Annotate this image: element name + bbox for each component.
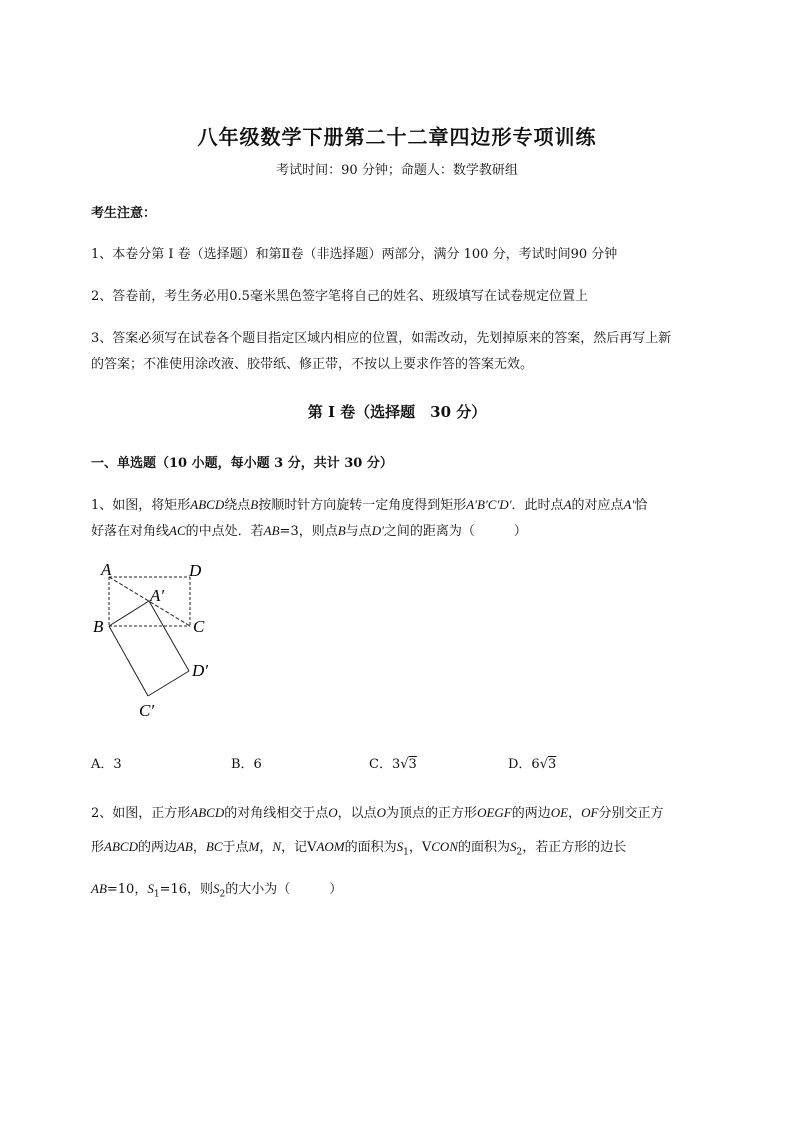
question-1-line-2: 好落在对角线AC的中点处．若AB=3，则点B与点D′之间的距离为（ ）: [91, 523, 527, 539]
notice-heading: 考生注意：: [91, 206, 157, 221]
segment-D1C1: [148, 671, 189, 696]
page-title: 八年级数学下册第二十二章四边形专项训练: [197, 125, 597, 149]
choice-c[interactable]: C．3√3: [369, 757, 417, 772]
question-2-line-2: 形ABCD的两边AB，BC于点M，N，记VAOM的面积为$S_1$，VCON的面积为$S_2$，若正方形的边长: [91, 839, 627, 858]
part-title: 一、单选题（10 小题，每小题 3 分，共计 30 分）: [91, 456, 393, 471]
choice-a[interactable]: A．3: [91, 757, 122, 772]
segment-C1B: [109, 626, 148, 696]
label-C-prime: C′: [139, 701, 155, 720]
question-1-line-1: 1、如图，将矩形ABCD绕点B按顺时针方向旋转一定角度得到矩形A′B′C′D′．此时点A的对应点A′恰: [91, 497, 648, 513]
question-2-line-3: AB=10，$S_1=16$，则$S_2$的大小为（ ）: [91, 881, 343, 900]
label-A: A: [101, 560, 112, 579]
segment-A1D1: [149, 601, 189, 671]
label-D-prime: D′: [192, 661, 208, 680]
section-title: 第 I 卷（选择题 30 分）: [307, 403, 487, 421]
label-B: B: [93, 617, 104, 636]
label-C: C: [193, 617, 205, 636]
notice-item-3-continued: 的答案；不准使用涂改液、胶带纸、修正带，不按以上要求作答的答案无效。: [91, 357, 534, 372]
segment-BA1: [109, 601, 149, 626]
label-A-prime: A′: [150, 586, 165, 605]
choice-b[interactable]: B．6: [231, 757, 262, 772]
sqrt-sign-icon: √: [400, 757, 409, 772]
notice-item-3: 3、答案必须写在试卷各个题目指定区域内相应的位置，如需改动，先划掉原来的答案，然后再写上新: [91, 331, 672, 346]
question-2-line-1: 2、如图，正方形ABCD的对角线相交于点O，以点O为顶点的正方形OEGF的两边OE，OF分别交正方: [91, 805, 664, 821]
sqrt-sign-icon: √: [539, 757, 548, 772]
choice-d[interactable]: D．6√3: [508, 757, 557, 772]
notice-item-2: 2、答卷前，考生务必用0.5毫米黑色签字笔将自己的姓名、班级填写在试卷规定位置上: [91, 289, 588, 304]
notice-item-1: 1、本卷分第 I 卷（选择题）和第Ⅱ卷（非选择题）两部分，满分 100 分，考试时间90 分钟: [91, 247, 618, 262]
rectangle-rotation-figure: [80, 555, 230, 725]
label-D: D: [189, 561, 202, 580]
exam-info: 考试时间：90 分钟；命题人：数学教研组: [276, 163, 518, 178]
